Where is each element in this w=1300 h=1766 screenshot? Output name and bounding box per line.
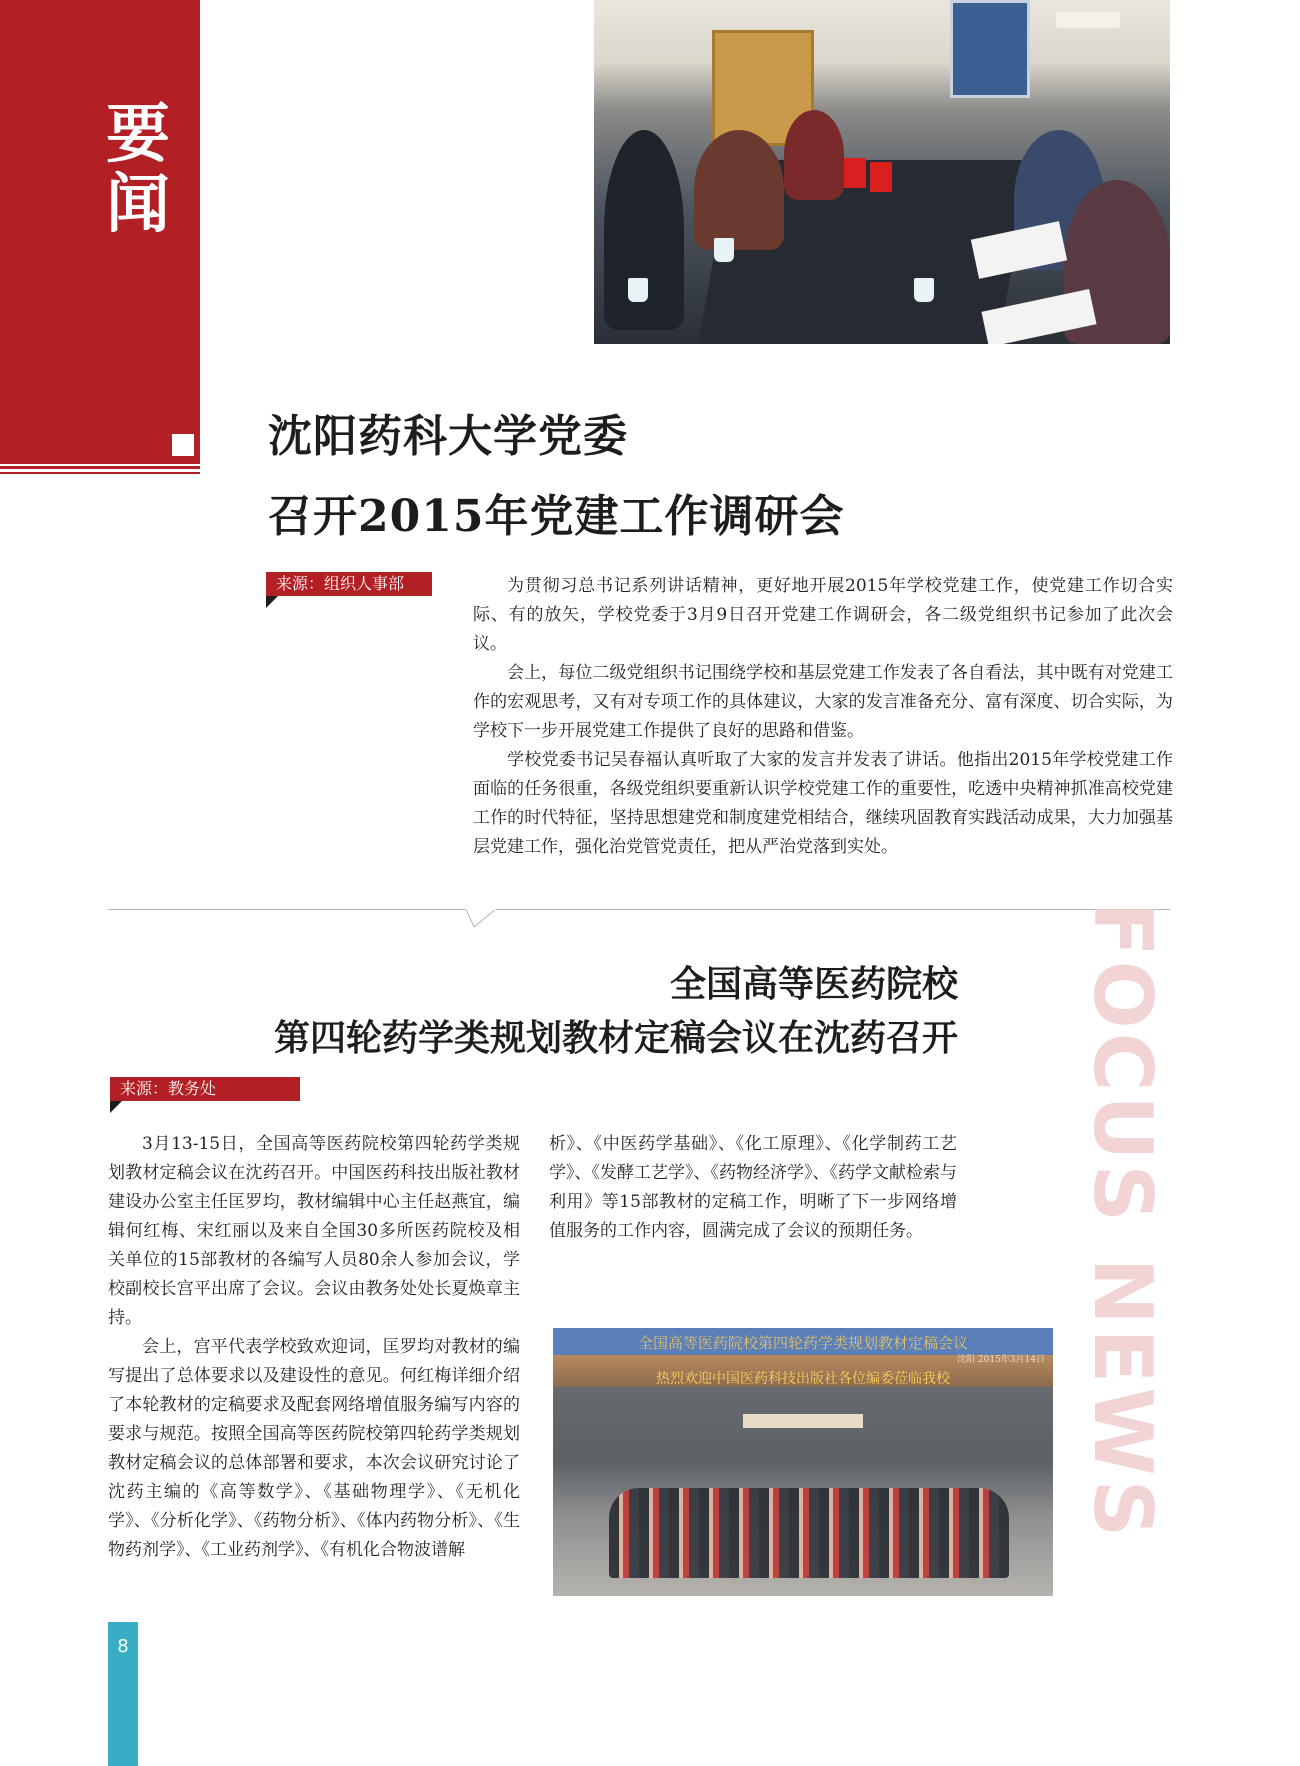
- photo-air-conditioner: [1056, 12, 1120, 28]
- photo-person: [784, 110, 844, 200]
- section-title: 要闻: [106, 97, 170, 242]
- photo-notice-board: [950, 0, 1030, 98]
- group-photo: [553, 1328, 1053, 1596]
- article2-paragraph: 3月13-15日，全国高等医药院校第四轮药学类规划教材定稿会议在沈药召开。中国医药科技出版社教材建设办公室主任匡罗均，教材编辑中心主任赵燕宜，编辑何红梅、宋红丽以及来自全国30多所医药院校及相关单位的15部教材的各编写人员80余人参加会议，学校副校长宫平出席了会议。会议由教务处处长夏焕章主持。: [108, 1134, 520, 1328]
- article1-body: [473, 572, 1173, 862]
- article2-title-line2: 第四轮药学类规划教材定稿会议在沈药召开: [273, 1017, 958, 1059]
- photo-person: [694, 130, 784, 250]
- group-photo-banner-title: 全国高等医药院校第四轮药学类规划教材定稿会议: [637, 1334, 968, 1352]
- article1-paragraph: 会上，每位二级党组织书记围绕学校和基层党建工作发表了各自看法，其中既有对党建工作的宏观思考，又有对专项工作的具体建议，大家的发言准备充分、富有深度、切合实际，为学校下一步开展党建工作提供了良好的思路和借鉴。: [473, 663, 1173, 741]
- article1-title-line1: 沈阳药科大学党委: [268, 411, 628, 462]
- article1-paragraph: 为贯彻习总书记系列讲话精神，更好地开展2015年学校党建工作，使党建工作切合实际、有的放矢，学校党委于3月9日召开党建工作调研会，各二级党组织书记参加了此次会议。: [473, 576, 1173, 654]
- group-photo-date: 沈阳 2015年3月14日: [957, 1355, 1045, 1365]
- photo-cup: [714, 238, 734, 262]
- group-photo-welcome-banner: 热烈欢迎中国医药科技出版社各位编委莅临我校: [656, 1371, 950, 1387]
- divider-notch: [466, 909, 496, 929]
- section-rule-thin: [0, 472, 200, 474]
- meeting-photo: [594, 0, 1170, 344]
- article2-source-tag: 来源：教务处: [110, 1077, 300, 1101]
- section-rule-thick: [0, 466, 200, 469]
- focus-news-watermark: FOCUS NEWS: [1076, 902, 1169, 1542]
- article1-title-line2: 召开2015年党建工作调研会: [268, 491, 845, 542]
- section-divider: [108, 909, 1170, 910]
- article2-paragraph: 析》、《中医药学基础》、《化工原理》、《化学制药工艺学》、《发酵工艺学》、《药物经济学》、《药学文献检索与利用》等15部教材的定稿工作，明晰了下一步网络增值服务的工作内容，圆满完成了会议的预期任务。: [549, 1134, 957, 1241]
- section-square-mark: [172, 434, 194, 456]
- article2-left-column: [108, 1130, 520, 1565]
- article2-source-tag-notch: [110, 1101, 122, 1113]
- article2-right-column: [549, 1130, 957, 1246]
- photo-cup: [628, 278, 648, 302]
- page-number: 8: [117, 1636, 129, 1657]
- group-photo-crowd: [609, 1488, 1009, 1578]
- article1-source-tag-notch: [266, 596, 278, 608]
- photo-flag: [844, 158, 866, 188]
- article1-paragraph: 学校党委书记吴春福认真听取了大家的发言并发表了讲话。他指出2015年学校党建工作面临的任务很重，各级党组织要重新认识学校党建工作的重要性，吃透中央精神抓准高校党建工作的时代特征，坚持思想建党和制度建党相结合，继续巩固教育实践活动成果，大力加强基层党建工作，强化治党管党责任，把从严治党落到实处。: [473, 750, 1173, 857]
- article2-title-line1: 全国高等医药院校: [669, 963, 958, 1005]
- group-photo-building-sign: [743, 1414, 863, 1428]
- photo-cup: [914, 278, 934, 302]
- article2-paragraph: 会上，宫平代表学校致欢迎词，匡罗均对教材的编写提出了总体要求以及建设性的意见。何红梅详细介绍了本轮教材的定稿要求及配套网络增值服务编写内容的要求与规范。按照全国高等医药院校第四轮药学类规划教材定稿会议的总体部署和要求，本次会议研究讨论了沈药主编的《高等数学》、《基础物理学》、《无机化学》、《分析化学》、《药物分析》、《体内药物分析》、《生物药剂学》、《工业药剂学》、《有机化合物波谱解: [108, 1337, 520, 1560]
- article1-source-tag: 来源：组织人事部: [266, 572, 432, 596]
- photo-flag: [870, 162, 892, 192]
